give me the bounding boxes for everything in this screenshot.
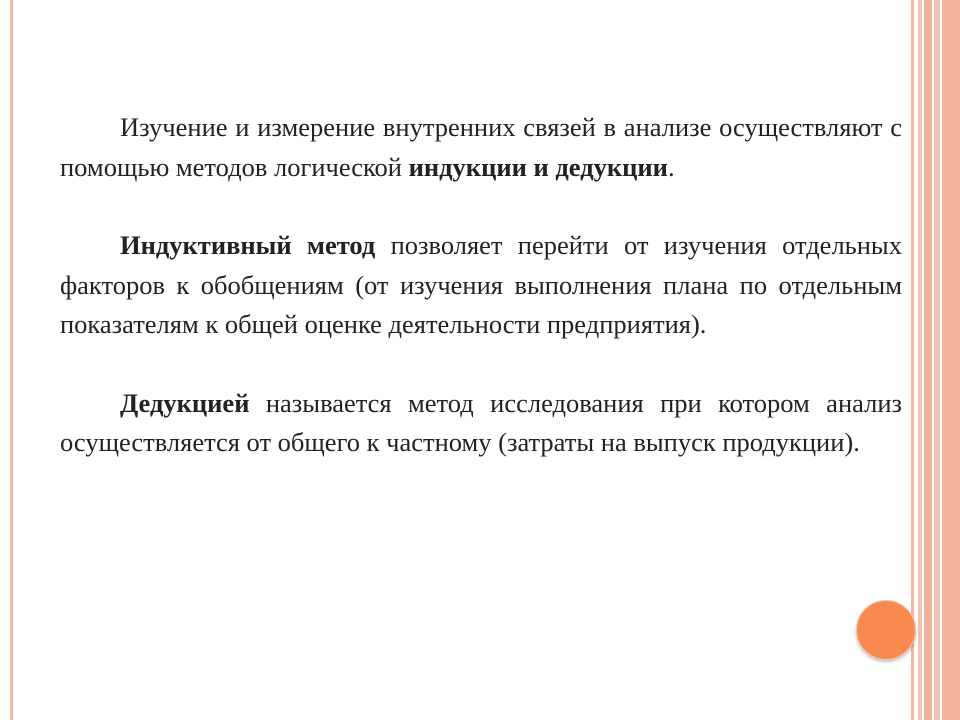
paragraph-2-text: позволяет перейти от изучения отдельных факторов к обобщениям (от изучения выполнения плана по отдельным показателям к общей оценке деятельности предприятия). <box>60 230 902 339</box>
paragraph-2-bold-term: Индуктивный метод <box>120 230 376 260</box>
paragraph-1-bold-term: индукции и дедукции <box>408 151 668 182</box>
slide-body <box>60 108 902 463</box>
left-frame-line <box>10 0 13 720</box>
right-frame-line <box>911 0 914 720</box>
paragraph-1-text: Изучение и измерение внутренних связей в анализе осуществляют с помощью методов логической <box>60 112 902 182</box>
paragraph-3-text: называется метод исследования при котором анализ осуществляется от общего к частному (затраты на выпуск продукции). <box>60 387 902 457</box>
paragraph-inductive-method <box>60 226 902 345</box>
paragraph-internal-links <box>60 108 902 187</box>
orange-circle-decoration <box>856 600 916 660</box>
paragraph-3-bold-term: Дедукцией <box>120 387 250 418</box>
paragraph-deduction <box>60 384 902 463</box>
paragraph-1-end: . <box>667 151 675 182</box>
stripe <box>924 0 932 720</box>
right-decorative-stripes <box>918 0 960 720</box>
stripe <box>942 0 960 720</box>
